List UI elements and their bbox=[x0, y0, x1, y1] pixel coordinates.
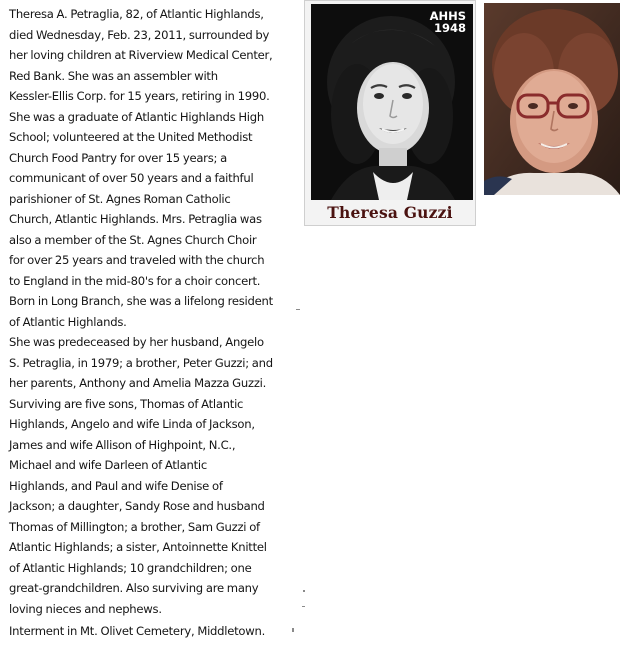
text-line: Interment in Mt. Olivet Cemetery, Middletown. bbox=[9, 624, 266, 638]
text-line: Born in Long Branch, she was a lifelong resident bbox=[9, 294, 273, 308]
recent-portrait-illustration bbox=[484, 3, 620, 195]
scan-speck bbox=[296, 309, 300, 310]
obituary-text bbox=[9, 4, 299, 642]
text-line: for over 25 years and traveled with the church bbox=[9, 253, 265, 267]
text-line: Thomas of Millington; a brother, Sam Guzzi of bbox=[9, 519, 260, 534]
text-line: communicant of over 50 years and a faithful bbox=[9, 171, 254, 185]
badge-year: 1948 bbox=[433, 21, 466, 35]
text-line: She was predeceased by her husband, Angelo bbox=[9, 335, 264, 349]
text-line: Highlands, and Paul and wife Denise of bbox=[9, 478, 223, 493]
text-line: her loving children at Riverview Medical Center, bbox=[9, 48, 273, 62]
obituary-paragraph-2 bbox=[9, 332, 299, 619]
text-line: School; volunteered at the United Methodist bbox=[9, 130, 253, 144]
text-line: parishioner of St. Agnes Roman Catholic bbox=[9, 191, 231, 206]
text-line: Kessler-Ellis Corp. for 15 years, retiring in 1990. bbox=[9, 89, 270, 103]
text-line: Highlands, Angelo and wife Linda of Jackson, bbox=[9, 417, 255, 431]
badge-school: AHHS bbox=[429, 9, 466, 23]
text-line: to England in the mid-80's for a choir concert. bbox=[9, 273, 261, 288]
text-line: Surviving are five sons, Thomas of Atlantic bbox=[9, 396, 244, 411]
yearbook-badge bbox=[430, 10, 466, 34]
text-line: James and wife Allison of Highpoint, N.C., bbox=[9, 437, 236, 452]
photo-caption: Theresa Guzzi bbox=[327, 203, 453, 222]
yearbook-photo-card bbox=[304, 0, 476, 226]
obituary-paragraph-3 bbox=[9, 621, 299, 642]
text-line: Red Bank. She was an assembler with bbox=[9, 68, 218, 83]
text-line: She was a graduate of Atlantic Highlands High bbox=[9, 109, 264, 124]
yearbook-portrait-photo bbox=[311, 4, 473, 200]
text-line: great-grandchildren. Also surviving are many bbox=[9, 581, 259, 595]
text-line: also a member of the St. Agnes Church Choir bbox=[9, 232, 257, 247]
text-line: Church Food Pantry for over 15 years; a bbox=[9, 150, 227, 165]
text-line: Michael and wife Darleen of Atlantic bbox=[9, 458, 207, 472]
text-line: S. Petraglia, in 1979; a brother, Peter Guzzi; and bbox=[9, 355, 273, 370]
text-line: Jackson; a daughter, Sandy Rose and husband bbox=[9, 499, 265, 513]
text-line: her parents, Anthony and Amelia Mazza Guzzi. bbox=[9, 376, 267, 390]
text-line: loving nieces and nephews. bbox=[9, 601, 162, 616]
scan-speck bbox=[292, 628, 294, 632]
text-line: of Atlantic Highlands. bbox=[9, 314, 127, 329]
text-line: Atlantic Highlands; a sister, Antoinnette Knittel bbox=[9, 540, 267, 554]
scan-speck bbox=[303, 590, 305, 592]
scan-speck bbox=[302, 606, 305, 607]
text-line: Theresa A. Petraglia, 82, of Atlantic Highlands, bbox=[9, 7, 264, 21]
text-line: died Wednesday, Feb. 23, 2011, surrounded by bbox=[9, 27, 270, 42]
text-line: of Atlantic Highlands; 10 grandchildren; one bbox=[9, 560, 252, 575]
obituary-paragraph-1 bbox=[9, 4, 299, 332]
recent-portrait-photo bbox=[484, 3, 620, 195]
text-line: Church, Atlantic Highlands. Mrs. Petraglia was bbox=[9, 212, 262, 226]
